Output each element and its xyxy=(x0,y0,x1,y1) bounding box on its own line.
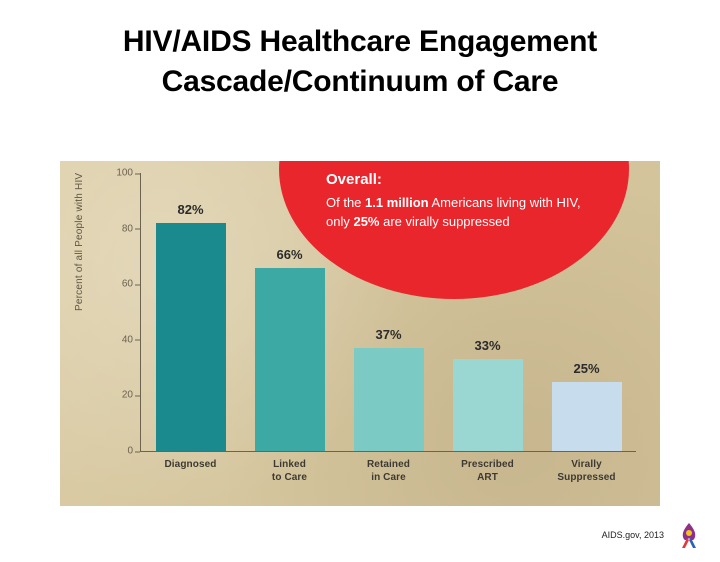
bar[interactable] xyxy=(255,268,325,451)
x-tick-group xyxy=(141,459,636,499)
x-tick-label xyxy=(346,459,432,484)
y-tick-100: 100 xyxy=(116,168,140,179)
x-tick-label xyxy=(247,459,333,484)
x-tick-label-line: in Care xyxy=(371,471,406,483)
x-tick-label xyxy=(445,459,531,484)
x-tick-label-line: Suppressed xyxy=(557,471,616,483)
source-caption: AIDS.gov, 2013 xyxy=(601,530,664,540)
x-tick-label-line: Linked xyxy=(273,459,306,470)
bar-value-label: 33% xyxy=(474,338,501,354)
callout-part-2: Americans living with HIV, only xyxy=(326,194,581,229)
title-line-1: HIV/AIDS Healthcare Engagement xyxy=(122,25,598,58)
bar-slot xyxy=(156,173,226,451)
aids-ribbon-logo xyxy=(674,520,704,550)
y-tick-60: 60 xyxy=(122,279,140,290)
bar-slot xyxy=(552,173,622,451)
y-tick-80: 80 xyxy=(122,223,140,234)
bar[interactable] xyxy=(354,348,424,451)
bar-slot xyxy=(453,173,523,451)
x-tick-label xyxy=(148,459,234,472)
bar-value-label: 37% xyxy=(375,327,402,343)
y-tick-20: 20 xyxy=(122,390,140,401)
callout-emphasis-2: 25% xyxy=(353,213,380,229)
callout-part-1: Of the xyxy=(326,194,366,210)
callout-heading: Overall: xyxy=(326,171,382,188)
bar-value-label: 66% xyxy=(276,246,303,262)
title-line-2: Cascade/Continuum of Care xyxy=(161,64,559,98)
bar[interactable] xyxy=(552,382,622,452)
chart-panel xyxy=(60,161,660,506)
x-tick-label-line: Diagnosed xyxy=(164,459,217,470)
x-axis-line xyxy=(140,451,636,452)
callout-emphasis-1: 1.1 million xyxy=(365,194,429,210)
x-tick-label xyxy=(544,459,630,484)
bar[interactable] xyxy=(156,223,226,451)
bar[interactable] xyxy=(453,359,523,451)
bar-slot xyxy=(255,173,325,451)
x-tick-label-line: Retained xyxy=(366,459,411,470)
bar-value-label: 25% xyxy=(573,360,600,376)
callout-part-3: are virally suppressed xyxy=(379,213,510,229)
x-tick-label-line: Prescribed xyxy=(461,459,514,470)
x-tick-label-line: to Care xyxy=(271,471,308,483)
y-tick-40: 40 xyxy=(122,334,140,345)
y-tick-0: 0 xyxy=(127,446,140,457)
bar-group xyxy=(141,173,636,451)
bar-slot xyxy=(354,173,424,451)
x-tick-label-line: ART xyxy=(477,471,498,483)
y-axis-label: Percent of all People with HIV xyxy=(74,172,85,311)
x-tick-label-line: Virally xyxy=(571,459,602,470)
page-title xyxy=(40,22,680,102)
bar-value-label: 82% xyxy=(177,202,204,218)
